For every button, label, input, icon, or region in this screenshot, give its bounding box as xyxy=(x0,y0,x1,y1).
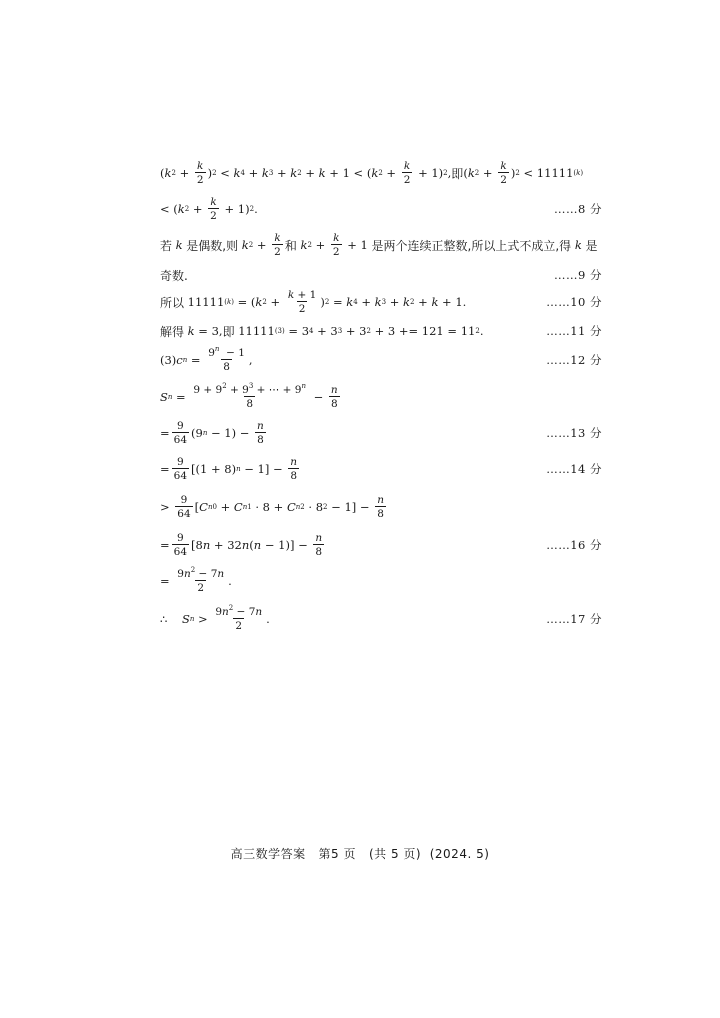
score-marker: ……13 分 xyxy=(546,426,602,440)
solution-line-10: = $\frac{9}{64}$ [(1 + 8) n − 1] − $\frac{n}{8}$ ……14 分 xyxy=(160,455,602,482)
solution-line-6: 解得 k = 3, 即 11111 (3) = 3 4 + 3 3 + 3 2 + 3 += 121 = 11 2 . ……11 分 xyxy=(160,316,602,346)
solution-line-8: S n = $\frac{9 + 9^2 + 9^3 + \cdots + 9^n}{8}$ − $\frac{n}{8}$ xyxy=(160,381,338,410)
score-marker: ……16 分 xyxy=(546,538,602,552)
score-marker: ……11 分 xyxy=(546,324,602,338)
solution-line-14: ∴ S n > $\frac{9n^2 - 7n}{2}$ . ……17 分 xyxy=(160,603,602,632)
solution-line-13: = $\frac{9n^2 - 7n}{2}$ . xyxy=(160,565,232,594)
solution-line-4: 奇数. ……9 分 xyxy=(160,260,602,290)
score-marker: ……10 分 xyxy=(546,295,602,309)
inequality-bounds: ( k 2 + $\frac{k}{2}$ ) 2 < k 4 + k 3 + k 2 + k + 1 < ( k 2 + $\frac{k}{2}$ + 1) 2 , 即 ( k 2 + $\frac{k}{2}$ ) 2 < 11111 (k) xyxy=(160,159,584,186)
solution-line-7: (3) c n = $\frac{9^n - 1}{8}$ , ……12 分 xyxy=(160,344,602,373)
score-marker: ……8 分 xyxy=(554,202,602,216)
solution-line-12: = $\frac{9}{64}$ [8 n + 32 n ( n − 1)] − $\frac{n}{8}$ ……16 分 xyxy=(160,531,602,558)
score-marker: ……17 分 xyxy=(546,612,602,626)
therefore-symbol: ∴ xyxy=(160,612,168,626)
solution-line-5: 所以 11111 (k) = ( k 2 + $\frac{k + 1}{2}$ ) 2 = k 4 + k 3 + k 2 + k + 1. ……10 分 xyxy=(160,288,602,315)
solution-line-2: < ( k 2 + $\frac{k}{2}$ + 1) 2 . ……8 分 xyxy=(160,195,602,222)
solution-line-9: = $\frac{9}{64}$ (9 n − 1) − $\frac{n}{8}$ ……13 分 xyxy=(160,419,602,446)
score-marker: ……9 分 xyxy=(554,268,602,282)
solution-line-1 xyxy=(160,158,602,188)
footer-total: (共 5 页) xyxy=(368,847,422,861)
score-marker: ……12 分 xyxy=(546,353,602,367)
footer-subject: 高三数学答案 xyxy=(230,847,306,861)
solution-line-3: 若 k 是偶数,则 k 2 + $\frac{k}{2}$ 和 k 2 + $\frac{k}{2}$ + 1 是两个连续正整数,所以上式不成立,得 k 是 xyxy=(160,231,598,258)
score-marker: ……14 分 xyxy=(546,462,602,476)
footer-page: 第5 页 xyxy=(318,847,356,861)
footer-date: (2024. 5) xyxy=(429,847,490,861)
solution-line-11: > $\frac{9}{64}$ [ C n 0 + C n 1 · 8 + C n 2 · 8 2 − 1] − $\frac{n}{8}$ xyxy=(160,493,384,520)
page-footer xyxy=(0,845,720,862)
